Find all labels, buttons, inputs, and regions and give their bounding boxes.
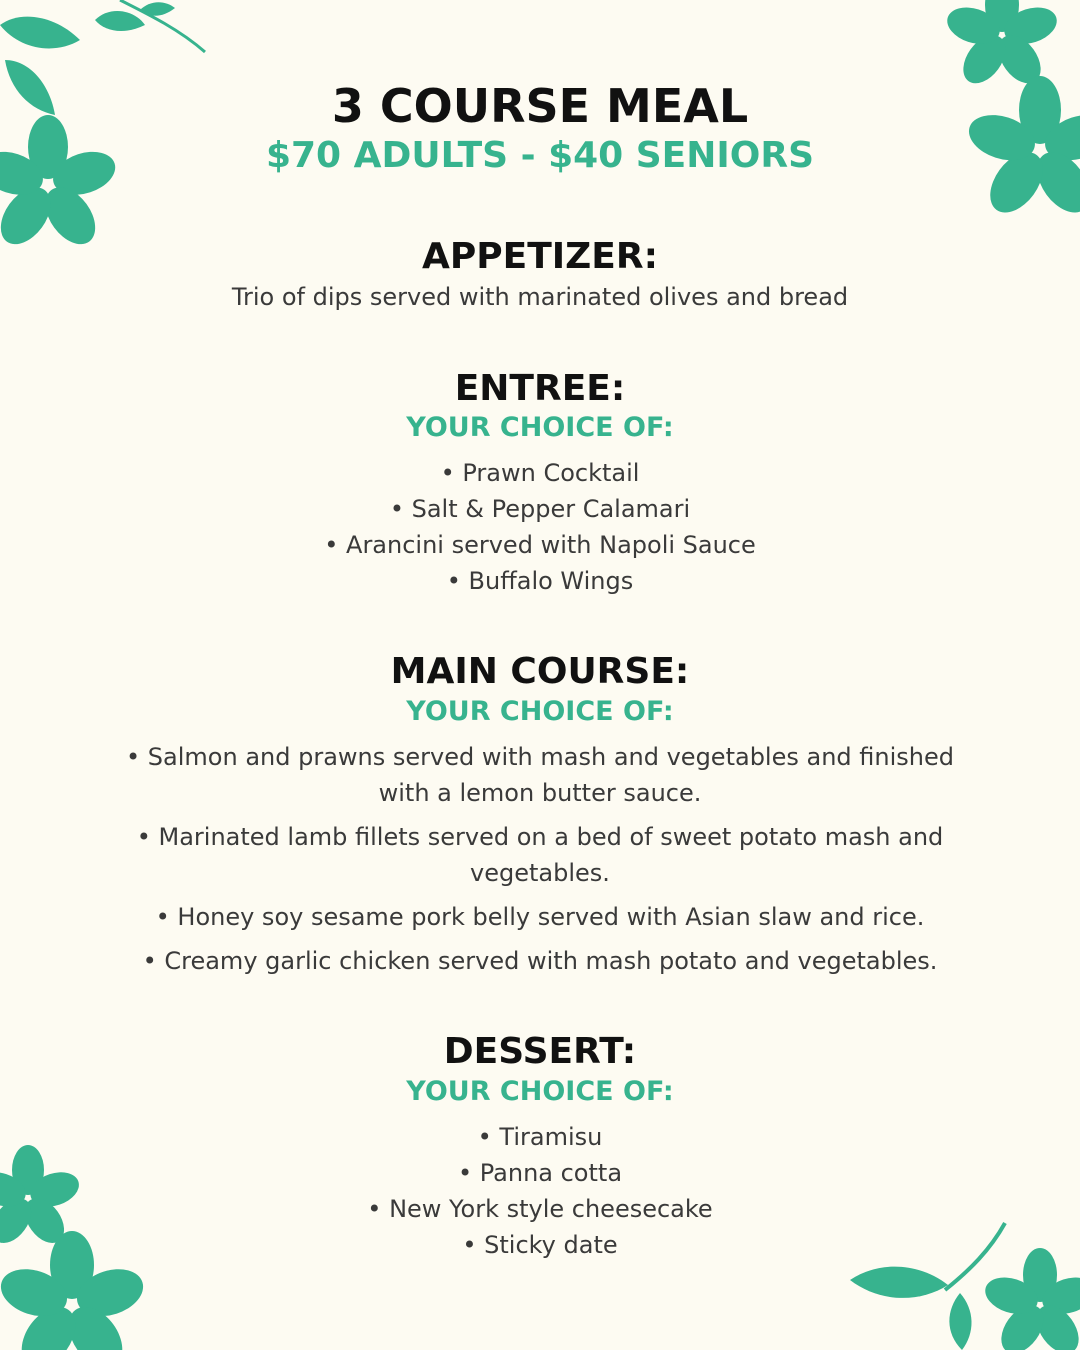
entree-item: • Prawn Cocktail [440, 459, 640, 487]
dessert-heading: DESSERT: [443, 1031, 637, 1072]
appetizer-heading: APPETIZER: [422, 236, 658, 277]
entree-choice-label: YOUR CHOICE OF: [406, 412, 674, 443]
dessert-item: • Panna cotta [457, 1159, 623, 1187]
dessert-item: • New York style cheesecake [367, 1195, 713, 1223]
leaf-icon [850, 1267, 948, 1298]
main-course-choice-label: YOUR CHOICE OF: [406, 696, 674, 727]
leaf-icon [949, 1293, 971, 1350]
main-course-item: • Salmon and prawns served with mash and vegetables and finished with a lemon butter sauce. [126, 743, 954, 807]
main-course-item: • Marinated lamb fillets served on a bed of sweet potato mash and vegetables. [136, 823, 944, 887]
leaf-icon [95, 11, 145, 31]
menu-price: $70 ADULTS - $40 SENIORS [265, 135, 815, 176]
entree-item: • Arancini served with Napoli Sauce [324, 531, 756, 559]
main-course-heading: MAIN COURSE: [390, 651, 690, 692]
entree-item: • Salt & Pepper Calamari [389, 495, 691, 523]
dessert-item: • Tiramisu [477, 1123, 603, 1151]
leaf-icon [0, 17, 80, 49]
flower-icon [981, 1248, 1080, 1350]
entree-heading: ENTREE: [454, 368, 626, 409]
dessert-item: • Sticky date [462, 1231, 618, 1259]
main-course-item: • Honey soy sesame pork belly served with Asian slaw and rice. [155, 903, 925, 931]
main-course-item: • Creamy garlic chicken served with mash potato and vegetables. [142, 947, 938, 975]
menu-title: 3 COURSE MEAL [331, 79, 749, 133]
appetizer-description: Trio of dips served with marinated olives and bread [231, 283, 849, 311]
entree-item: • Buffalo Wings [446, 567, 634, 595]
dessert-choice-label: YOUR CHOICE OF: [406, 1076, 674, 1107]
